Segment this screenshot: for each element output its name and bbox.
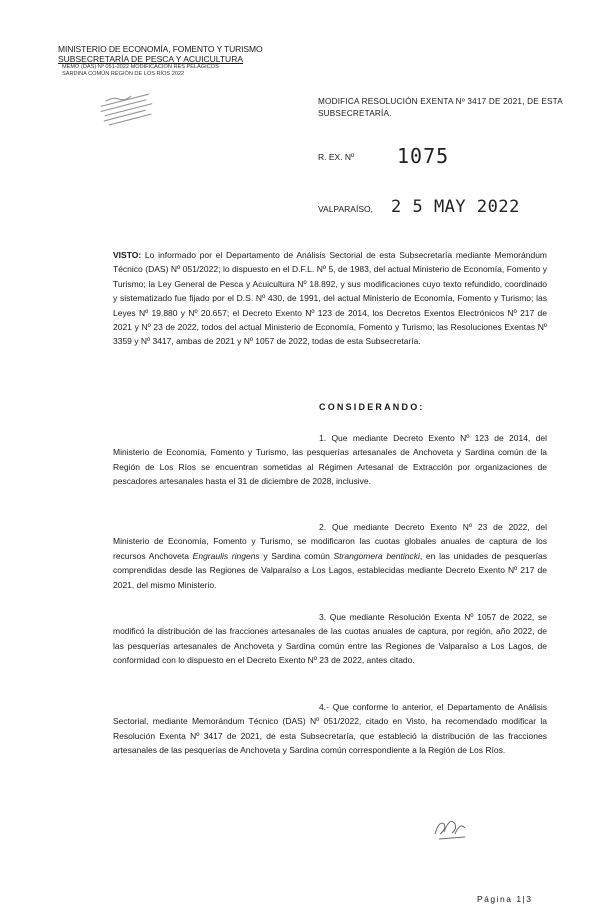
ink-stamp-icon [95,87,159,132]
considerando-item-3: 3. Que mediante Resolución Exenta Nº 1057 de 2022, se modificó la distribución de las fracciones artesanales de las cuotas anuales de captura, por región, año 2022, de las pesquerías artesanales de Anchoveta y Sardina común entre las Regiones de Valparaíso a Los Lagos, de conformidad con lo dispuesto en el Decreto Exento Nº 23 de 2022, antes citado. [113,612,547,666]
considerando-item-2 [113,520,547,592]
visto-paragraph [113,248,547,349]
species-name-sardina: Strangomera bentincki [333,550,420,561]
species-name-anchoveta: Engraulis ringens [192,550,260,561]
dateline-city: VALPARAÍSO, [318,204,373,214]
resolution-number: 1075 [397,144,450,168]
memo-reference-line-2: SARDINA COMÚN REGIÓN DE LOS RÍOS 2022 [62,71,185,77]
letterhead [58,44,308,78]
subsecretaria-name: SUBSECRETARÍA DE PESCA Y ACUICULTURA [58,54,244,64]
initials-signature-icon [429,812,471,842]
memo-reference-line-1: MEMO (DAS) Nº 051-2022 MODIFICACIÓN RES PELÁGICOS [62,64,219,70]
considerando-item-1: 1. Que mediante Decreto Exento Nº 123 de 2014, del Ministerio de Economía, Fomento y Turismo, las pesquerías artesanales de Anchoveta y Sardina común de la Región de Los Ríos se encuentran sometidas al Régimen Artesanal de Extracción por organizaciones de pescadores artesanales hasta el 31 de diciembre de 2028, inclusive. [113,433,547,487]
considerando-item-4: 4.- Que conforme lo anterior, el Departamento de Análisis Sectorial, mediante Memorándum Técnico (DAS) Nº 051/2022, citado en Visto, ha recomendado modificar la Resolución Exenta Nº 3417 de 2021, de esta Subsecretaría, que estableció la distribución de las fracciones artesanales de las pesquerías de Anchoveta y Sardina común correspondiente a la Región de Los Ríos. [113,702,547,756]
resolution-subject: MODIFICA RESOLUCIÓN EXENTA Nº 3417 DE 2021, DE ESTA SUBSECRETARÍA. [318,97,563,118]
dateline-date: 2 5 MAY 2022 [391,197,520,217]
ministry-name: MINISTERIO DE ECONOMÍA, FOMENTO Y TURISMO [58,44,263,54]
resolution-number-label: R. EX. Nº [318,152,355,162]
page-number: Página 1|3 [477,894,533,904]
item-2-text-a: 2. Que mediante Decreto Exento Nº 23 de 2022, del Ministerio de Economía, Fomento y Turismo, se modificaron las cuotas globales anuales de captura de los recursos Anchoveta [113,522,547,561]
visto-text: Lo informado por el Departamento de Análisis Sectorial de esta Subsecretaría mediante Memorándum Técnico (DAS) Nº 051/2022; lo dispuesto en el D.F.L. Nº 5, de 1983, del actual Ministerio de Economía, Fomento y Turismo; la Ley General de Pesca y Acuicultura Nº 18.892, y sus modificaciones cuyo texto refundido, coordinado y sistematizado fue fijado por el D.S. Nº 430, de 1991, del actual Ministerio de Economía, Fomento y Turismo; las Leyes Nº 19.880 y Nº 20.657; el Decreto Exento Nº 123 de 2014, los Decretos Exentos Electrónicos Nº 217 de 2021 y Nº 23 de 2022, todos del actual Ministerio de Economía, Fomento y Turismo; las Resoluciones Exentas Nº 3359 y Nº 3417, ambas de 2021 y Nº 1057 de 2022, todas de esta Subsecretaría. [113,250,547,347]
item-2-text-c: , en las unidades de pesquerías comprendidas desde las Regiones de Valparaíso a Los Lagos, establecidas mediante Decreto Exento Nº 217 de 2021, del mismo Ministerio. [113,550,548,590]
visto-label: VISTO: [113,250,142,260]
item-2-text-b: y Sardina común [259,550,334,561]
considerando-heading: CONSIDERANDO: [319,402,425,412]
